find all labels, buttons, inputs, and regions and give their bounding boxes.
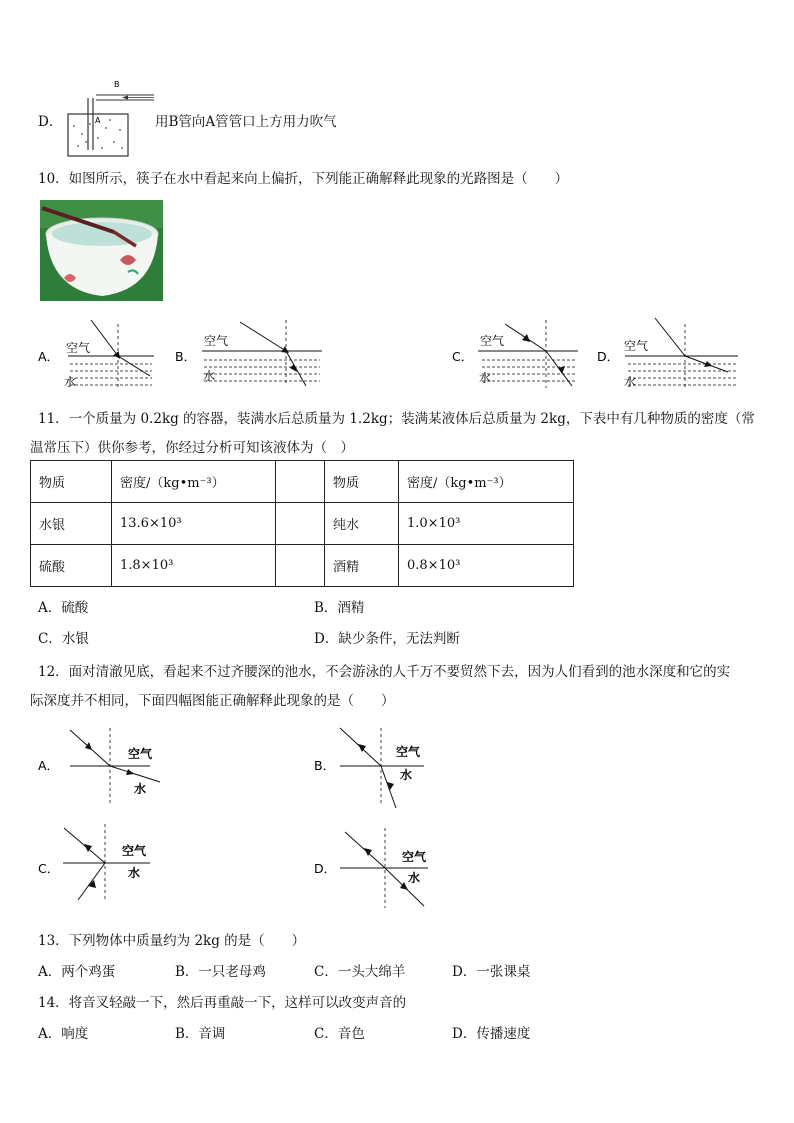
density-table [30,460,574,587]
q13-option-a: A．两个鸡蛋 [38,964,116,980]
svg-text:空气: 空气 [128,747,153,761]
q13-option-c: C．一头大绵羊 [314,964,406,980]
svg-text:空气: 空气 [122,844,147,858]
svg-text:B．: B． [314,758,336,773]
svg-text:空气: 空气 [396,745,421,759]
svg-text:C．: C． [452,349,474,364]
q12-stem-line2: 际深度并不相同，下面四幅图能正确解释此现象的是（ ） [30,693,395,709]
q10-stem: 10．如图所示，筷子在水中看起来向上偏折，下列能正确解释此现象的光路图是（ ） [38,171,569,187]
q14-option-c: C．音色 [314,1026,365,1042]
svg-text:空气: 空气 [402,850,427,864]
q10-diagram-a [38,320,154,390]
q11-stem-line2: 温常压下）供你参考，你经过分析可知该液体为（ ） [30,440,354,456]
q11-option-c: C．水银 [38,631,89,647]
svg-text:空气: 空气 [66,341,91,355]
q11-option-d: D．缺少条件，无法判断 [314,631,460,647]
q14-option-a: A．响度 [38,1026,89,1042]
q13-option-d: D．一张课桌 [452,964,531,980]
svg-text:水: 水 [128,866,141,880]
q12-diagram-a [38,728,160,806]
q10-diagram-d [597,318,738,390]
svg-text:D．: D． [314,861,337,876]
q13-stem: 13．下列物体中质量约为 2kg 的是（ ） [38,933,306,949]
tube-b-label: B [114,80,120,89]
svg-text:A．: A． [38,758,60,773]
q10-ray-diagrams [0,310,794,398]
q10-diagram-c [452,320,578,388]
svg-text:水: 水 [134,782,147,796]
q12-stem-line1: 12．面对清澈见底，看起来不过齐腰深的池水，不会游泳的人千万不要贸然下去，因为人们看到的池水深度和它的实 [38,664,731,680]
svg-text:A．: A． [38,349,60,364]
q9-option-d-text: 用B管向A管管口上方用力吹气 [155,114,337,130]
table-row: 硫酸 1.8×10³ 酒精 0.8×10³ [31,545,574,587]
svg-text:C．: C． [38,861,60,876]
table-row: 物质 密度/（kg•m⁻³） 物质 密度/（kg•m⁻³） [31,461,574,503]
q12-diagram-c [38,824,150,902]
q9-beaker-diagram [62,76,156,160]
svg-text:空气: 空气 [624,339,649,353]
chopsticks-bowl-photo [40,200,163,301]
q13-option-b: B．一只老母鸡 [175,964,266,980]
q12-diagram-b [314,728,424,808]
table-row: 水银 13.6×10³ 纯水 1.0×10³ [31,503,574,545]
svg-text:水: 水 [408,871,421,885]
q11-option-b: B．酒精 [314,600,365,616]
q12-ray-diagrams [0,720,794,920]
svg-text:水: 水 [624,375,637,389]
q14-stem: 14．将音叉轻敲一下，然后再重敲一下，这样可以改变声音的 [38,995,407,1011]
svg-text:空气: 空气 [480,334,505,348]
svg-text:D．: D． [597,349,620,364]
svg-text:水: 水 [479,371,492,385]
q11-option-a: A．硫酸 [38,600,89,616]
svg-text:水: 水 [400,768,413,782]
q14-option-b: B．音调 [175,1026,226,1042]
svg-text:水: 水 [64,375,77,389]
q10-diagram-b [175,320,322,386]
svg-text:空气: 空气 [204,334,229,348]
q12-diagram-d [314,828,428,908]
q9-option-d-label: D． [38,114,63,130]
q14-option-d: D．传播速度 [452,1026,531,1042]
svg-text:水: 水 [203,369,216,383]
tube-a-label: A [95,116,101,125]
svg-text:B．: B． [175,349,197,364]
q11-stem-line1: 11．一个质量为 0.2kg 的容器，装满水后总质量为 1.2kg；装满某液体后总质量为 2kg，下表中有几种物质的密度（常 [38,411,755,427]
